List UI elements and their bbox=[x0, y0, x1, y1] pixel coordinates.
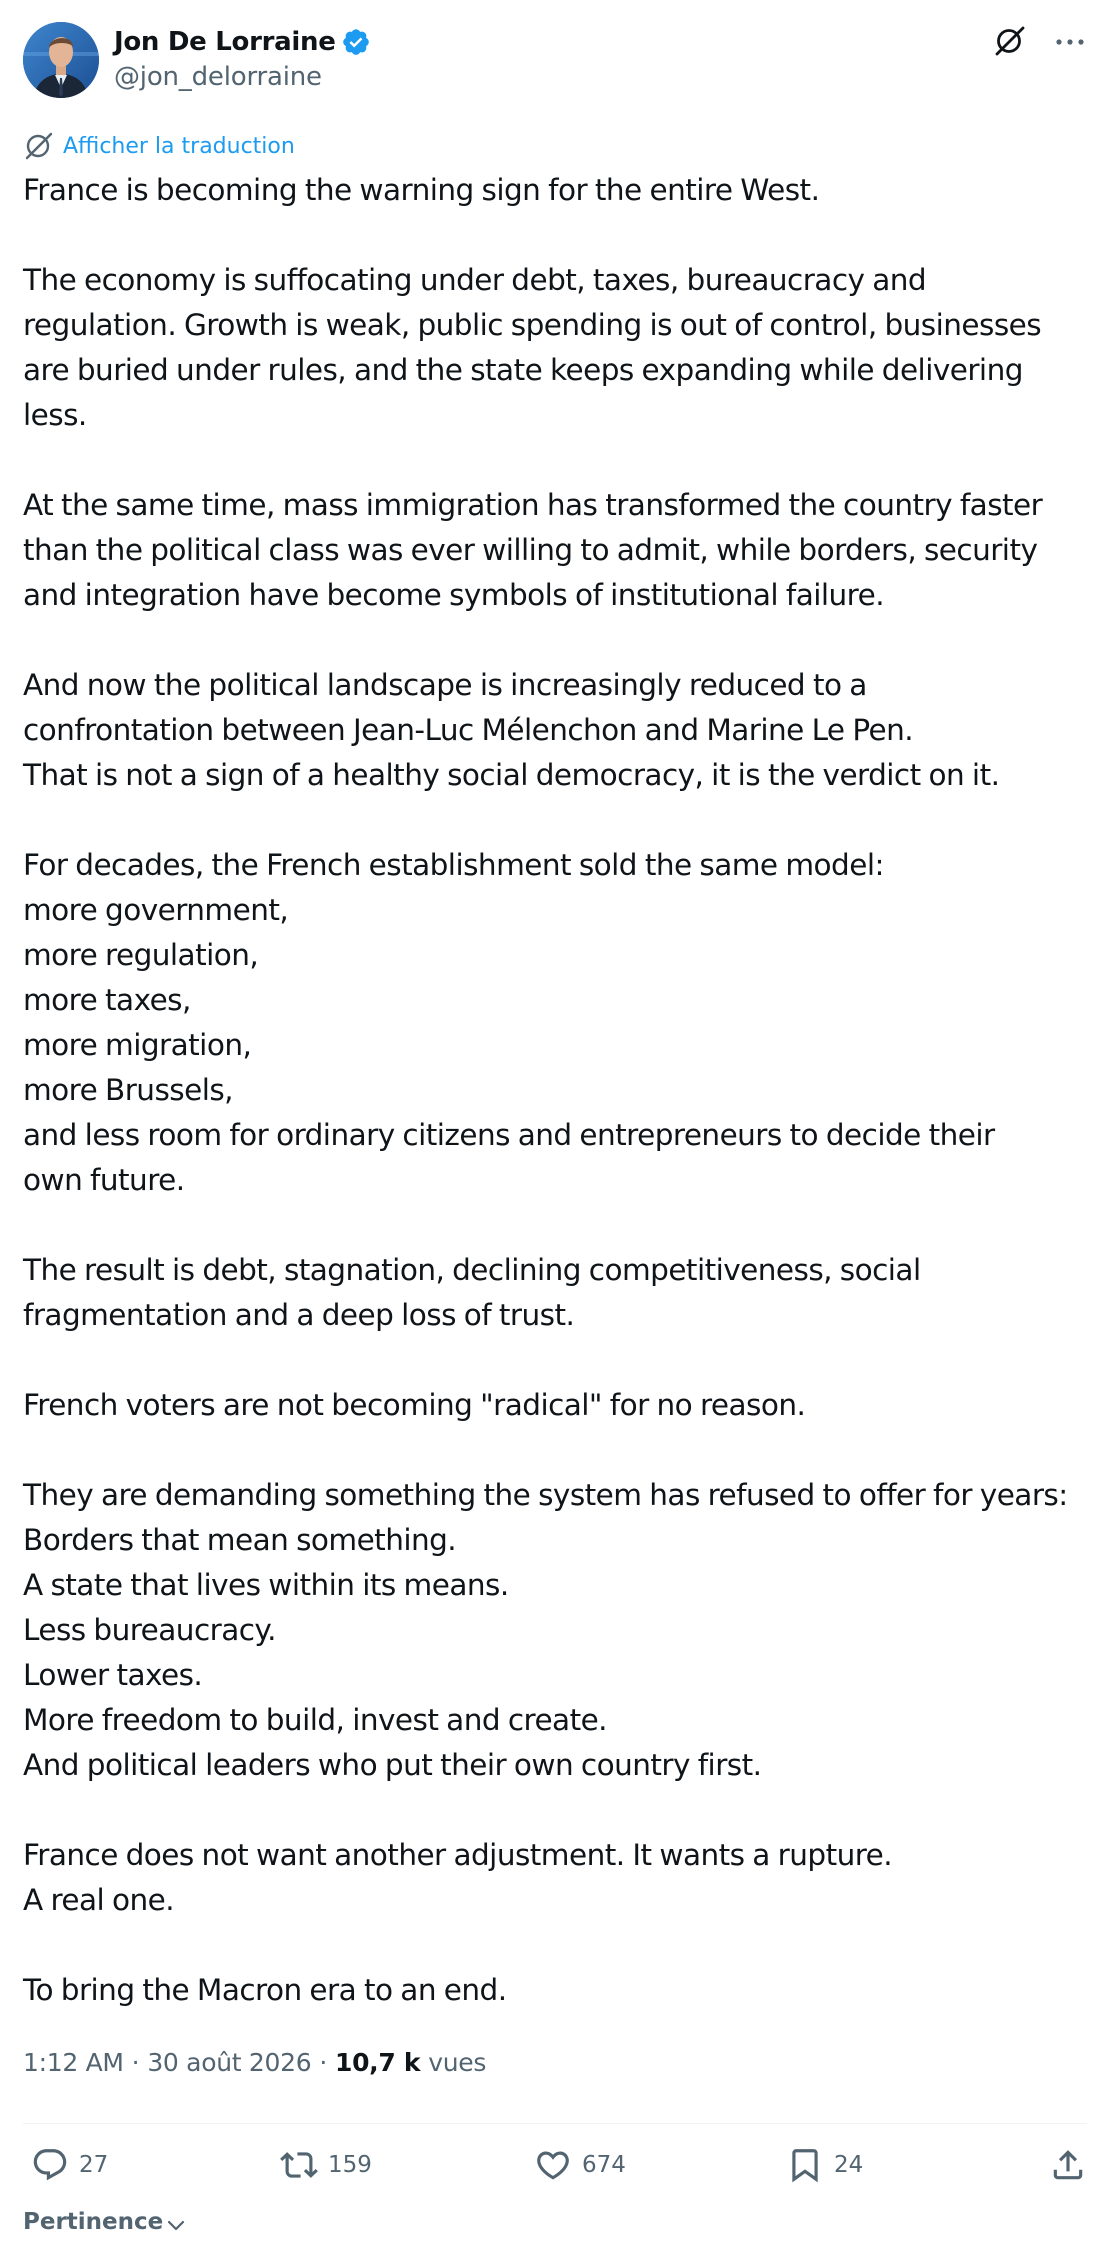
tweet-line: Lower taxes. bbox=[23, 1658, 203, 1692]
tweet-line: regulation. Growth is weak, public spending is out of control, businesses bbox=[23, 308, 1042, 342]
tweet-line: And now the political landscape is increasingly reduced to a bbox=[23, 668, 867, 702]
avatar[interactable] bbox=[23, 22, 99, 98]
tweet-line: own future. bbox=[23, 1163, 185, 1197]
tweet-line: They are demanding something the system has refused to offer for years: bbox=[23, 1478, 1068, 1512]
tweet-line: To bring the Macron era to an end. bbox=[23, 1973, 507, 2007]
tweet-line: That is not a sign of a healthy social democracy, it is the verdict on it. bbox=[23, 758, 1000, 792]
tweet-line: and less room for ordinary citizens and entrepreneurs to decide their bbox=[23, 1118, 995, 1152]
share-button[interactable] bbox=[1049, 2140, 1087, 2190]
author-block[interactable] bbox=[114, 24, 371, 92]
repost-icon bbox=[280, 2146, 318, 2184]
avatar-image bbox=[23, 22, 99, 98]
reply-count: 27 bbox=[79, 2152, 109, 2178]
tweet-line: more regulation, bbox=[23, 938, 259, 972]
paragraph-gap bbox=[23, 1338, 1091, 1383]
share-icon bbox=[1049, 2146, 1087, 2184]
reply-icon bbox=[31, 2146, 69, 2184]
like-button[interactable] bbox=[534, 2140, 626, 2190]
tweet-time[interactable]: 1:12 AM bbox=[23, 2048, 124, 2077]
tweet-line: Borders that mean something. bbox=[23, 1523, 457, 1557]
paragraph-gap bbox=[23, 1923, 1091, 1968]
tweet-line: More freedom to build, invest and create. bbox=[23, 1703, 608, 1737]
tweet-line: fragmentation and a deep loss of trust. bbox=[23, 1298, 575, 1332]
tweet-line: France is becoming the warning sign for the entire West. bbox=[23, 173, 820, 207]
chevron-down-icon bbox=[165, 2214, 187, 2236]
translate-link[interactable] bbox=[23, 130, 295, 162]
tweet-line: A real one. bbox=[23, 1883, 175, 1917]
bookmark-button[interactable] bbox=[786, 2140, 863, 2190]
handle[interactable]: @jon_delorraine bbox=[114, 62, 322, 92]
tweet-line: are buried under rules, and the state keeps expanding while delivering bbox=[23, 353, 1023, 387]
tweet-line: more Brussels, bbox=[23, 1073, 233, 1107]
like-count: 674 bbox=[582, 2152, 626, 2178]
tweet-date[interactable]: 30 août 2026 bbox=[147, 2048, 312, 2077]
tweet-meta bbox=[23, 2048, 486, 2077]
sort-selector[interactable] bbox=[23, 2208, 187, 2236]
bookmark-count: 24 bbox=[834, 2152, 864, 2178]
tweet-line: more government, bbox=[23, 893, 289, 927]
tweet-line: and integration have become symbols of institutional failure. bbox=[23, 578, 885, 612]
meta-separator-2: · bbox=[319, 2048, 327, 2077]
paragraph-gap bbox=[23, 618, 1091, 663]
grok-icon[interactable] bbox=[993, 24, 1027, 58]
paragraph-gap bbox=[23, 1788, 1091, 1833]
views-label: vues bbox=[428, 2048, 487, 2077]
meta-separator: · bbox=[131, 2048, 140, 2077]
tweet-line: For decades, the French establishment sold the same model: bbox=[23, 848, 884, 882]
tweet-line: And political leaders who put their own country first. bbox=[23, 1748, 762, 1782]
tweet-line: At the same time, mass immigration has transformed the country faster bbox=[23, 488, 1043, 522]
translate-icon bbox=[23, 130, 55, 162]
tweet-line: France does not want another adjustment. It wants a rupture. bbox=[23, 1838, 893, 1872]
bookmark-icon bbox=[786, 2146, 824, 2184]
tweet-line: more taxes, bbox=[23, 983, 191, 1017]
display-name-row bbox=[114, 24, 371, 60]
reply-button[interactable] bbox=[31, 2140, 108, 2190]
tweet-line: The economy is suffocating under debt, taxes, bureaucracy and bbox=[23, 263, 927, 297]
tweet-text bbox=[23, 168, 1091, 2013]
heart-icon bbox=[534, 2146, 572, 2184]
tweet-header bbox=[23, 22, 1087, 98]
tweet-line: French voters are not becoming "radical" for no reason. bbox=[23, 1388, 806, 1422]
sort-label: Pertinence bbox=[23, 2209, 164, 2235]
tweet-line: confrontation between Jean-Luc Mélenchon and Marine Le Pen. bbox=[23, 713, 914, 747]
views-count[interactable]: 10,7 k bbox=[334, 2048, 421, 2077]
paragraph-gap bbox=[23, 1203, 1091, 1248]
action-bar bbox=[23, 2140, 1087, 2190]
paragraph-gap bbox=[23, 1428, 1091, 1473]
paragraph-gap bbox=[23, 213, 1091, 258]
tweet-line: more migration, bbox=[23, 1028, 252, 1062]
divider bbox=[23, 2123, 1087, 2124]
display-name[interactable]: Jon De Lorraine bbox=[114, 27, 336, 57]
tweet-line: The result is debt, stagnation, declining competitiveness, social bbox=[23, 1253, 921, 1287]
more-dots-icon[interactable] bbox=[1053, 32, 1087, 52]
paragraph-gap bbox=[23, 798, 1091, 843]
repost-button[interactable] bbox=[280, 2140, 372, 2190]
repost-count: 159 bbox=[328, 2152, 372, 2178]
verified-badge-icon[interactable] bbox=[341, 27, 371, 57]
tweet-line: Less bureaucracy. bbox=[23, 1613, 276, 1647]
translate-label[interactable]: Afficher la traduction bbox=[63, 133, 295, 159]
tweet-line: than the political class was ever willing to admit, while borders, security bbox=[23, 533, 1038, 567]
paragraph-gap bbox=[23, 438, 1091, 483]
tweet-line: less. bbox=[23, 398, 87, 432]
tweet-line: A state that lives within its means. bbox=[23, 1568, 509, 1602]
